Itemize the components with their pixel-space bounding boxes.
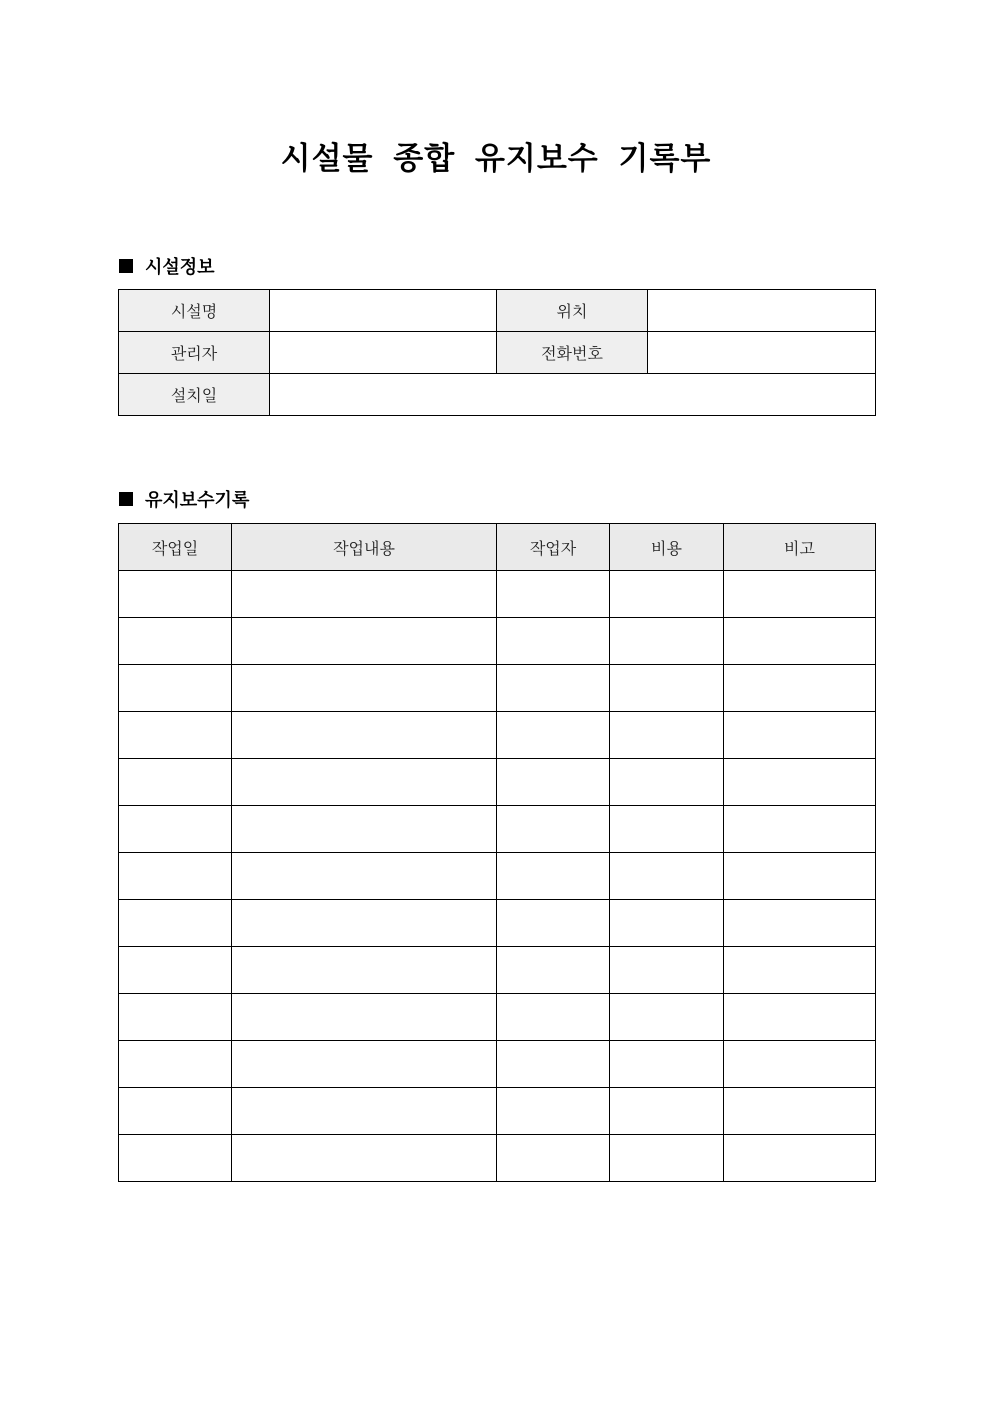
work-content-cell[interactable]: [232, 853, 497, 900]
work-date-cell[interactable]: [119, 853, 232, 900]
work-content-cell[interactable]: [232, 712, 497, 759]
table-row: [119, 994, 876, 1041]
remarks-cell[interactable]: [724, 665, 876, 712]
work-date-cell[interactable]: [119, 1135, 232, 1182]
facility-info-table: [118, 289, 876, 416]
remarks-cell[interactable]: [724, 806, 876, 853]
install-date-label: 설치일: [119, 374, 270, 416]
cost-cell[interactable]: [610, 759, 724, 806]
work-date-cell[interactable]: [119, 665, 232, 712]
worker-cell[interactable]: [497, 1088, 610, 1135]
worker-cell[interactable]: [497, 618, 610, 665]
worker-cell[interactable]: [497, 1041, 610, 1088]
table-row: [119, 1135, 876, 1182]
cost-cell[interactable]: [610, 994, 724, 1041]
worker-cell[interactable]: [497, 853, 610, 900]
work-date-cell[interactable]: [119, 947, 232, 994]
column-header-worker: 작업자: [497, 524, 610, 571]
remarks-cell[interactable]: [724, 947, 876, 994]
table-header-row: [119, 524, 876, 571]
work-date-cell[interactable]: [119, 759, 232, 806]
worker-cell[interactable]: [497, 947, 610, 994]
location-label: 위치: [497, 290, 648, 332]
table-row: [119, 665, 876, 712]
phone-field[interactable]: [648, 332, 876, 374]
info-row: [119, 374, 876, 416]
column-header-work-content: 작업내용: [232, 524, 497, 571]
square-bullet-icon: [119, 259, 133, 273]
column-header-work-date: 작업일: [119, 524, 232, 571]
table-row: [119, 806, 876, 853]
worker-cell[interactable]: [497, 900, 610, 947]
manager-field[interactable]: [270, 332, 497, 374]
table-row: [119, 1041, 876, 1088]
table-row: [119, 947, 876, 994]
work-content-cell[interactable]: [232, 1135, 497, 1182]
cost-cell[interactable]: [610, 900, 724, 947]
cost-cell[interactable]: [610, 1041, 724, 1088]
work-content-cell[interactable]: [232, 1088, 497, 1135]
section-heading-label: 유지보수기록: [145, 490, 250, 511]
cost-cell[interactable]: [610, 712, 724, 759]
work-date-cell[interactable]: [119, 618, 232, 665]
info-row: [119, 290, 876, 332]
remarks-cell[interactable]: [724, 1041, 876, 1088]
work-content-cell[interactable]: [232, 900, 497, 947]
work-content-cell[interactable]: [232, 618, 497, 665]
table-row: [119, 1088, 876, 1135]
worker-cell[interactable]: [497, 994, 610, 1041]
location-field[interactable]: [648, 290, 876, 332]
table-row: [119, 900, 876, 947]
cost-cell[interactable]: [610, 571, 724, 618]
work-date-cell[interactable]: [119, 994, 232, 1041]
cost-cell[interactable]: [610, 947, 724, 994]
remarks-cell[interactable]: [724, 618, 876, 665]
work-content-cell[interactable]: [232, 571, 497, 618]
info-row: [119, 332, 876, 374]
table-row: [119, 571, 876, 618]
cost-cell[interactable]: [610, 806, 724, 853]
square-bullet-icon: [119, 492, 133, 506]
work-date-cell[interactable]: [119, 1041, 232, 1088]
work-content-cell[interactable]: [232, 994, 497, 1041]
cost-cell[interactable]: [610, 618, 724, 665]
work-date-cell[interactable]: [119, 712, 232, 759]
worker-cell[interactable]: [497, 759, 610, 806]
work-content-cell[interactable]: [232, 759, 497, 806]
table-row: [119, 853, 876, 900]
worker-cell[interactable]: [497, 665, 610, 712]
column-header-cost: 비용: [610, 524, 724, 571]
work-date-cell[interactable]: [119, 1088, 232, 1135]
remarks-cell[interactable]: [724, 853, 876, 900]
remarks-cell[interactable]: [724, 1135, 876, 1182]
table-row: [119, 618, 876, 665]
section-heading-facility-info: [119, 253, 215, 279]
manager-label: 관리자: [119, 332, 270, 374]
facility-name-label: 시설명: [119, 290, 270, 332]
work-content-cell[interactable]: [232, 806, 497, 853]
cost-cell[interactable]: [610, 665, 724, 712]
worker-cell[interactable]: [497, 571, 610, 618]
work-content-cell[interactable]: [232, 665, 497, 712]
facility-name-field[interactable]: [270, 290, 497, 332]
work-content-cell[interactable]: [232, 947, 497, 994]
work-date-cell[interactable]: [119, 571, 232, 618]
cost-cell[interactable]: [610, 853, 724, 900]
maintenance-log-table: [118, 523, 876, 1182]
worker-cell[interactable]: [497, 1135, 610, 1182]
cost-cell[interactable]: [610, 1135, 724, 1182]
table-row: [119, 759, 876, 806]
remarks-cell[interactable]: [724, 571, 876, 618]
remarks-cell[interactable]: [724, 759, 876, 806]
remarks-cell[interactable]: [724, 994, 876, 1041]
install-date-field[interactable]: [270, 374, 876, 416]
worker-cell[interactable]: [497, 806, 610, 853]
column-header-remarks: 비고: [724, 524, 876, 571]
section-heading-label: 시설정보: [145, 257, 215, 278]
section-heading-maintenance-log: [119, 486, 249, 512]
table-body: [119, 571, 876, 1182]
remarks-cell[interactable]: [724, 900, 876, 947]
worker-cell[interactable]: [497, 712, 610, 759]
document-title: 시설물 종합 유지보수 기록부: [280, 141, 712, 177]
remarks-cell[interactable]: [724, 712, 876, 759]
table-row: [119, 712, 876, 759]
work-date-cell[interactable]: [119, 900, 232, 947]
cost-cell[interactable]: [610, 1088, 724, 1135]
remarks-cell[interactable]: [724, 1088, 876, 1135]
work-date-cell[interactable]: [119, 806, 232, 853]
work-content-cell[interactable]: [232, 1041, 497, 1088]
phone-label: 전화번호: [497, 332, 648, 374]
